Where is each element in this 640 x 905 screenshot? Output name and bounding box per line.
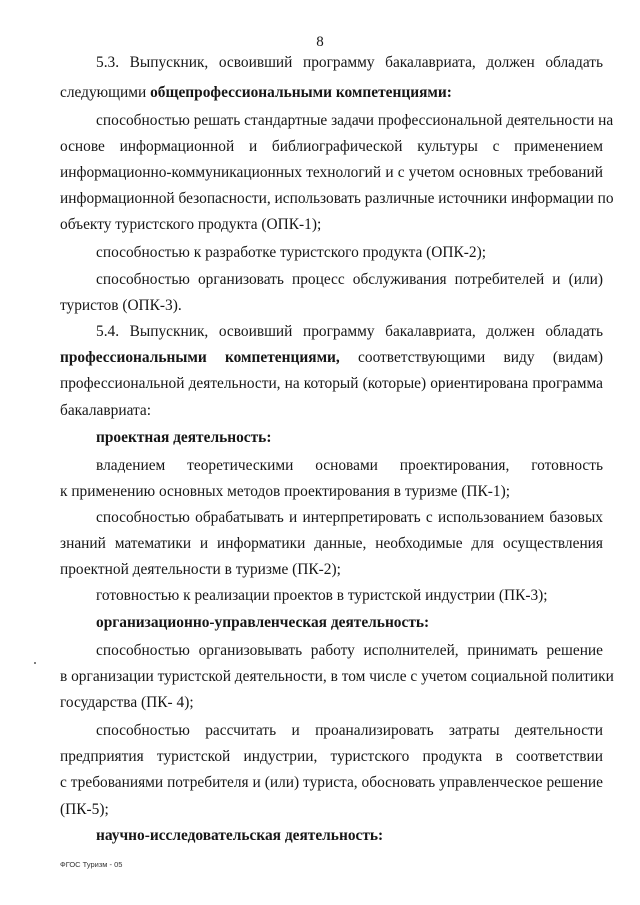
text-line: знаний математики и информатики данные, необходимые для осуществления	[60, 535, 603, 552]
text-line: организационно-управленческая деятельность:	[96, 614, 430, 631]
page-number: 8	[316, 34, 324, 50]
text-line: предприятия туристской индустрии, туристского продукта в соответствии	[60, 748, 603, 765]
text-line: (ПК-5);	[60, 801, 109, 818]
text-line: способностью к разработке туристского продукта (ОПК-2);	[96, 244, 487, 261]
text-line: научно-исследовательская деятельность:	[96, 827, 384, 844]
text-line: с требованиями потребителя и (или) туриста, обосновать управленческое решение	[60, 774, 603, 791]
text-line: способностью обрабатывать и интерпретировать с использованием базовых	[96, 509, 603, 526]
text-line: объекту туристского продукта (ОПК-1);	[60, 216, 322, 233]
footer-text: ФГОС Туризм - 05	[60, 860, 123, 869]
text-line: профессиональной деятельности, на который (которые) ориентирована программа	[60, 375, 603, 392]
text-line: 5.4. Выпускник, освоивший программу бакалавриата, должен обладать	[96, 323, 603, 340]
text-line: владением теоретическими основами проектирования, готовность	[96, 457, 603, 474]
text-line: бакалавриата:	[60, 402, 152, 419]
text-line: способностью организовать процесс обслуживания потребителей и (или)	[96, 271, 603, 288]
text-line	[60, 348, 603, 368]
text-line: информационной безопасности, использовать различные источники информации по	[60, 190, 614, 207]
bold-term: профессиональными компетенциями,	[60, 349, 340, 366]
text-line: туристов (ОПК-3).	[60, 297, 182, 314]
text-line: основе информационной и библиографической культуры с применением	[60, 138, 603, 155]
text-line: готовностью к реализации проектов в туристской индустрии (ПК-3);	[96, 587, 548, 604]
text-line: способностью решать стандартные задачи профессиональной деятельности на	[96, 112, 614, 129]
bold-term: общепрофессиональными компетенциями:	[150, 84, 452, 101]
text-line: проектная деятельность:	[96, 429, 272, 446]
text-line: проектной деятельности в туризме (ПК-2);	[60, 561, 341, 578]
text-span: следующими	[60, 84, 151, 101]
text-line	[60, 83, 603, 103]
text-span: соответствующими виду (видам)	[339, 349, 603, 366]
text-line: 5.3. Выпускник, освоивший программу бакалавриата, должен обладать	[96, 54, 603, 71]
text-line: информационно-коммуникационных технологий и с учетом основных требований	[60, 164, 603, 181]
text-line: способностью рассчитать и проанализировать затраты деятельности	[96, 722, 603, 739]
text-line: способностью организовывать работу исполнителей, принимать решение	[96, 642, 603, 659]
scan-speck	[34, 662, 36, 664]
text-line: к применению основных методов проектирования в туризме (ПК-1);	[60, 483, 511, 500]
text-line: в организации туристской деятельности, в том числе с учетом социальной политики	[60, 668, 614, 685]
text-line: государства (ПК- 4);	[60, 694, 194, 711]
